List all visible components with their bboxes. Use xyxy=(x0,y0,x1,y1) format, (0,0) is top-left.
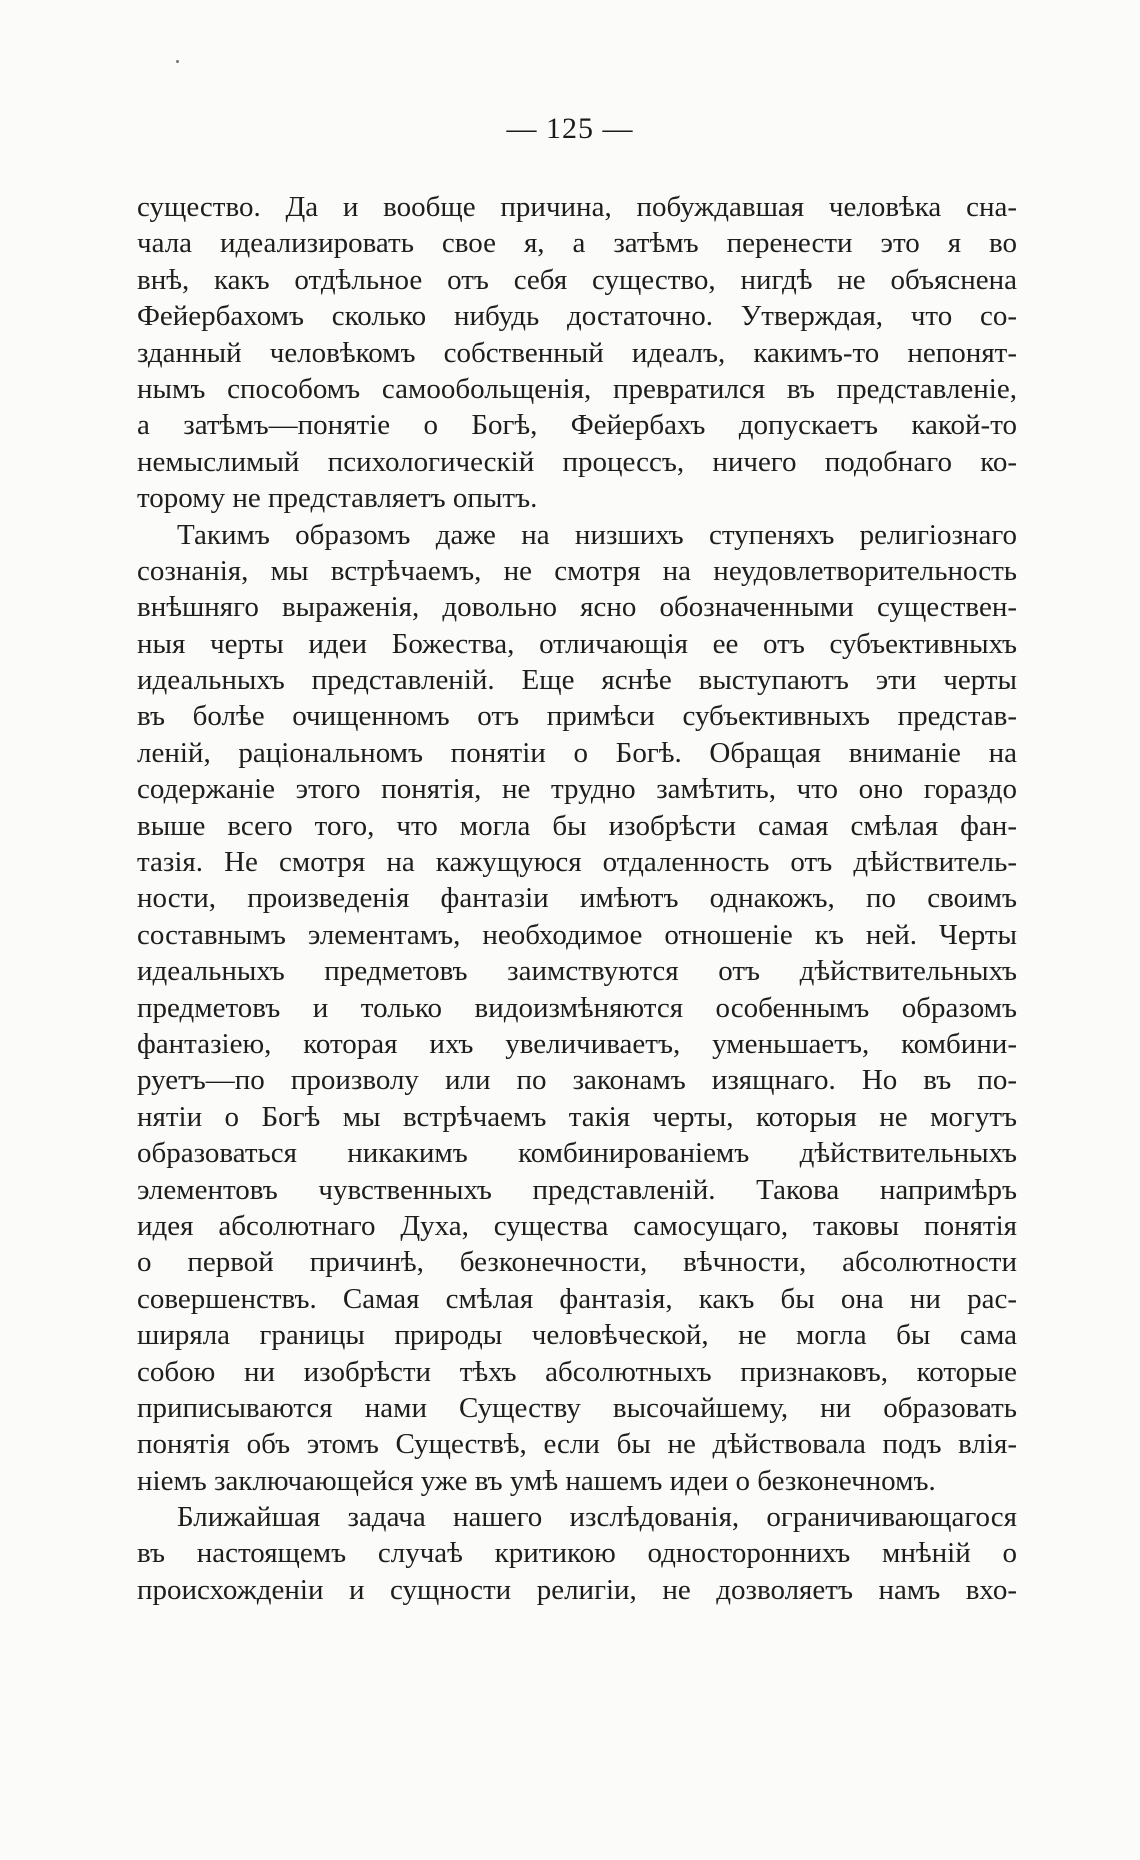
text-line: понятія объ этомъ Существѣ, если бы не дѣйствовала подъ влія- xyxy=(137,1428,1017,1461)
text-line: Фейербахомъ сколько нибудь достаточно. Утверждая, что со- xyxy=(137,300,1017,333)
text-line: идея абсолютнаго Духа, существа самосущаго, таковы понятія xyxy=(137,1209,1017,1242)
paragraph-3 xyxy=(137,1499,1017,1608)
text-line: элементовъ чувственныхъ представленій. Такова напримѣръ xyxy=(137,1173,1017,1206)
text-line: ширяла границы природы человѣческой, не могла бы сама xyxy=(137,1319,1017,1352)
text-line: предметовъ и только видоизмѣняются особеннымъ образомъ xyxy=(137,991,1017,1024)
text-line: внѣ, какъ отдѣльное отъ себя существо, нигдѣ не объяснена xyxy=(137,263,1017,296)
text-line: тазія. Не смотря на кажущуюся отдаленность отъ дѣйствитель- xyxy=(137,846,1017,879)
paragraph-1 xyxy=(137,189,1017,517)
text-line: Ближайшая задача нашего изслѣдованія, ограничивающагося xyxy=(177,1501,1017,1534)
text-line: въ болѣе очищенномъ отъ примѣси субъективныхъ представ- xyxy=(137,700,1017,733)
text-line: приписываются нами Существу высочайшему, ни образовать xyxy=(137,1391,1017,1424)
text-line: собою ни изобрѣсти тѣхъ абсолютныхъ признаковъ, которые xyxy=(137,1355,1017,1388)
text-line: ности, произведенія фантазіи имѣютъ однакожъ, по своимъ xyxy=(137,882,1017,915)
text-line: а затѣмъ—понятіе о Богѣ, Фейербахъ допускаетъ какой-то xyxy=(137,409,1017,442)
text-line: нятіи о Богѣ мы встрѣчаемъ такія черты, которыя не могутъ xyxy=(137,1100,1017,1133)
text-line: въ настоящемъ случаѣ критикою одностороннихъ мнѣній о xyxy=(137,1537,1017,1570)
text-line: выше всего того, что могла бы изобрѣсти самая смѣлая фан- xyxy=(137,809,1017,842)
text-line: составнымъ элементамъ, необходимое отношеніе къ ней. Черты xyxy=(137,918,1017,951)
text-line: торому не представляетъ опытъ. xyxy=(137,482,538,515)
text-line: леній, раціональномъ понятіи о Богѣ. Обращая вниманіе на xyxy=(137,736,1017,769)
text-line: зданный человѣкомъ собственный идеалъ, какимъ-то непонят- xyxy=(137,336,1017,369)
body-text xyxy=(137,189,1017,1608)
text-line: совершенствъ. Самая смѣлая фантазія, какъ бы она ни рас- xyxy=(137,1282,1017,1315)
text-line: ныя черты идеи Божества, отличающія ее отъ субъективныхъ xyxy=(137,627,1017,660)
text-line: руетъ—по произволу или по законамъ изящнаго. Но въ по- xyxy=(137,1064,1017,1097)
text-line: немыслимый психологическій процессъ, ничего подобнаго ко- xyxy=(137,445,1017,478)
text-line: образоваться никакимъ комбинированіемъ дѣйствительныхъ xyxy=(137,1137,1017,1170)
text-line: внѣшняго выраженія, довольно ясно обозначенными существен- xyxy=(137,591,1017,624)
paragraph-2 xyxy=(137,517,1017,1500)
text-line: Такимъ образомъ даже на низшихъ ступеняхъ религіознаго xyxy=(177,518,1017,551)
text-line: идеальныхъ представленій. Еще яснѣе выступаютъ эти черты xyxy=(137,664,1017,697)
text-line: ніемъ заключающейся уже въ умѣ нашемъ идеи о безконечномъ. xyxy=(137,1464,936,1497)
text-line: о первой причинѣ, безконечности, вѣчности, абсолютности xyxy=(137,1246,1017,1279)
text-line: чала идеализировать свое я, а затѣмъ перенести это я во xyxy=(137,227,1017,260)
text-line: содержаніе этого понятія, не трудно замѣтить, что оно гораздо xyxy=(137,773,1017,806)
print-speck xyxy=(176,60,179,63)
text-line: идеальныхъ предметовъ заимствуются отъ дѣйствительныхъ xyxy=(137,955,1017,988)
text-line: происхожденіи и сущности религіи, не дозволяетъ намъ вхо- xyxy=(137,1573,1017,1606)
text-line: сознанія, мы встрѣчаемъ, не смотря на неудовлетворительность xyxy=(137,554,1017,587)
page-number: — 125 — xyxy=(506,112,634,145)
text-line: существо. Да и вообще причина, побуждавшая человѣка сна- xyxy=(137,191,1017,223)
text-line: нымъ способомъ самообольщенія, превратился въ представленіе, xyxy=(137,372,1017,405)
text-line: фантазіею, которая ихъ увеличиваетъ, уменьшаетъ, комбини- xyxy=(137,1027,1017,1060)
